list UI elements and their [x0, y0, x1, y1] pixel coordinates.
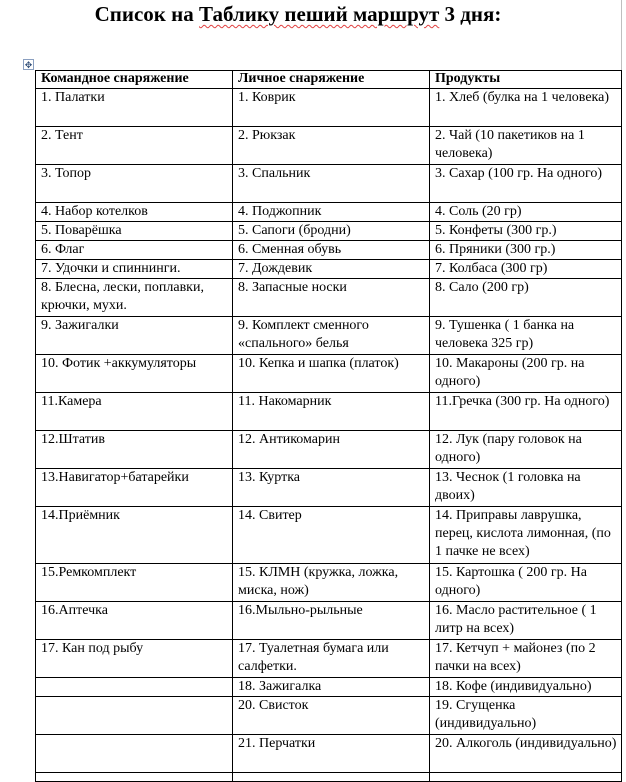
table-cell: 3. Топор [36, 165, 233, 203]
table-cell: 19. Сгущенка (индивидуально) [430, 697, 622, 735]
table-cell: 13. Куртка [233, 469, 430, 507]
title-suffix: 3 дня: [439, 2, 502, 26]
table-cell: 10. Кепка и шапка (платок) [233, 355, 430, 393]
table-cell [430, 773, 622, 782]
table-cell: 14. Приправы лаврушка, перец, кислота лимонная, (по 1 пачке не всех) [430, 507, 622, 564]
table-row [36, 602, 622, 640]
table-cell: 11. Накомарник [233, 393, 430, 431]
table-cell [233, 773, 430, 782]
table-row [36, 431, 622, 469]
table-row [36, 279, 622, 317]
table-row-partial [36, 773, 622, 782]
table-row [36, 678, 622, 697]
table-cell: 1. Коврик [233, 89, 430, 127]
table-row [36, 564, 622, 602]
column-header: Личное снаряжение [233, 71, 430, 89]
table-cell: 18. Кофе (индивидуально) [430, 678, 622, 697]
title-prefix: Список на [94, 2, 200, 26]
table-cell: 11.Гречка (300 гр. На одного) [430, 393, 622, 431]
table-cell: 3. Спальник [233, 165, 430, 203]
table-row [36, 317, 622, 355]
table-cell: 15. Картошка ( 200 гр. На одного) [430, 564, 622, 602]
table-row [36, 165, 622, 203]
table-cell: 13.Навигатор+батарейки [36, 469, 233, 507]
table-cell: 17. Кетчуп + майонез (по 2 пачки на всех) [430, 640, 622, 678]
table-cell: 16. Масло растительное ( 1 литр на всех) [430, 602, 622, 640]
table-cell: 9. Тушенка ( 1 банка на человека 325 гр) [430, 317, 622, 355]
move-handle-icon[interactable]: ✥ [24, 60, 33, 70]
table-row [36, 355, 622, 393]
table-cell: 12.Штатив [36, 431, 233, 469]
table-cell: 1. Хлеб (булка на 1 человека) [430, 89, 622, 127]
table-cell: 13. Чеснок (1 головка на двоих) [430, 469, 622, 507]
table-header-row [36, 71, 622, 89]
table-row [36, 735, 622, 773]
table-cell: 8. Запасные носки [233, 279, 430, 317]
table-cell [36, 678, 233, 697]
table-row [36, 640, 622, 678]
table-cell [36, 697, 233, 735]
table-cell: 8. Сало (200 гр) [430, 279, 622, 317]
table-cell: 17. Туалетная бумага или салфетки. [233, 640, 430, 678]
table-cell: 14. Свитер [233, 507, 430, 564]
table-cell: 18. Зажигалка [233, 678, 430, 697]
table-cell: 10. Фотик +аккумуляторы [36, 355, 233, 393]
table-cell: 4. Набор котелков [36, 203, 233, 222]
table-cell: 7. Дождевик [233, 260, 430, 279]
table-row [36, 697, 622, 735]
title-underlined: Таблику пеший маршрут [199, 2, 440, 26]
table-cell: 7. Колбаса (300 гр) [430, 260, 622, 279]
table-cell: 15.Ремкомплект [36, 564, 233, 602]
column-header: Командное снаряжение [36, 71, 233, 89]
table-cell: 8. Блесна, лески, поплавки, крючки, мухи. [36, 279, 233, 317]
table-cell: 4. Поджопник [233, 203, 430, 222]
table-cell: 2. Тент [36, 127, 233, 165]
table-row [36, 222, 622, 241]
table-row [36, 127, 622, 165]
table-cell: 5. Конфеты (300 гр.) [430, 222, 622, 241]
table-row [36, 260, 622, 279]
table-cell: 16.Мыльно-рыльные [233, 602, 430, 640]
table-row [36, 89, 622, 127]
table-row [36, 241, 622, 260]
table-cell: 9. Зажигалки [36, 317, 233, 355]
equipment-table [35, 70, 622, 782]
table-cell: 21. Перчатки [233, 735, 430, 773]
table-cell: 12. Лук (пару головок на одного) [430, 431, 622, 469]
table-cell: 6. Флаг [36, 241, 233, 260]
table-cell [36, 773, 233, 782]
table-row [36, 507, 622, 564]
table-cell: 2. Чай (10 пакетиков на 1 человека) [430, 127, 622, 165]
table-cell: 14.Приёмник [36, 507, 233, 564]
table-cell: 17. Кан под рыбу [36, 640, 233, 678]
table-cell: 4. Соль (20 гр) [430, 203, 622, 222]
table-cell: 6. Сменная обувь [233, 241, 430, 260]
table-cell: 3. Сахар (100 гр. На одного) [430, 165, 622, 203]
table-cell: 1. Палатки [36, 89, 233, 127]
table-cell: 15. КЛМН (кружка, ложка, миска, нож) [233, 564, 430, 602]
table-cell: 9. Комплект сменного «спального» белья [233, 317, 430, 355]
table-cell: 5. Поварёшка [36, 222, 233, 241]
column-header: Продукты [430, 71, 622, 89]
table-row [36, 203, 622, 222]
table-row [36, 469, 622, 507]
table-cell: 20. Свисток [233, 697, 430, 735]
table-cell: 11.Камера [36, 393, 233, 431]
table-cell: 7. Удочки и спиннинги. [36, 260, 233, 279]
document-title [0, 2, 596, 27]
table-cell: 20. Алкоголь (индивидуально) [430, 735, 622, 773]
table-cell: 12. Антикомарин [233, 431, 430, 469]
table-cell: 5. Сапоги (бродни) [233, 222, 430, 241]
table-cell: 6. Пряники (300 гр.) [430, 241, 622, 260]
table-cell: 10. Макароны (200 гр. на одного) [430, 355, 622, 393]
table-row [36, 393, 622, 431]
table-cell: 16.Аптечка [36, 602, 233, 640]
table-cell [36, 735, 233, 773]
table-cell: 2. Рюкзак [233, 127, 430, 165]
